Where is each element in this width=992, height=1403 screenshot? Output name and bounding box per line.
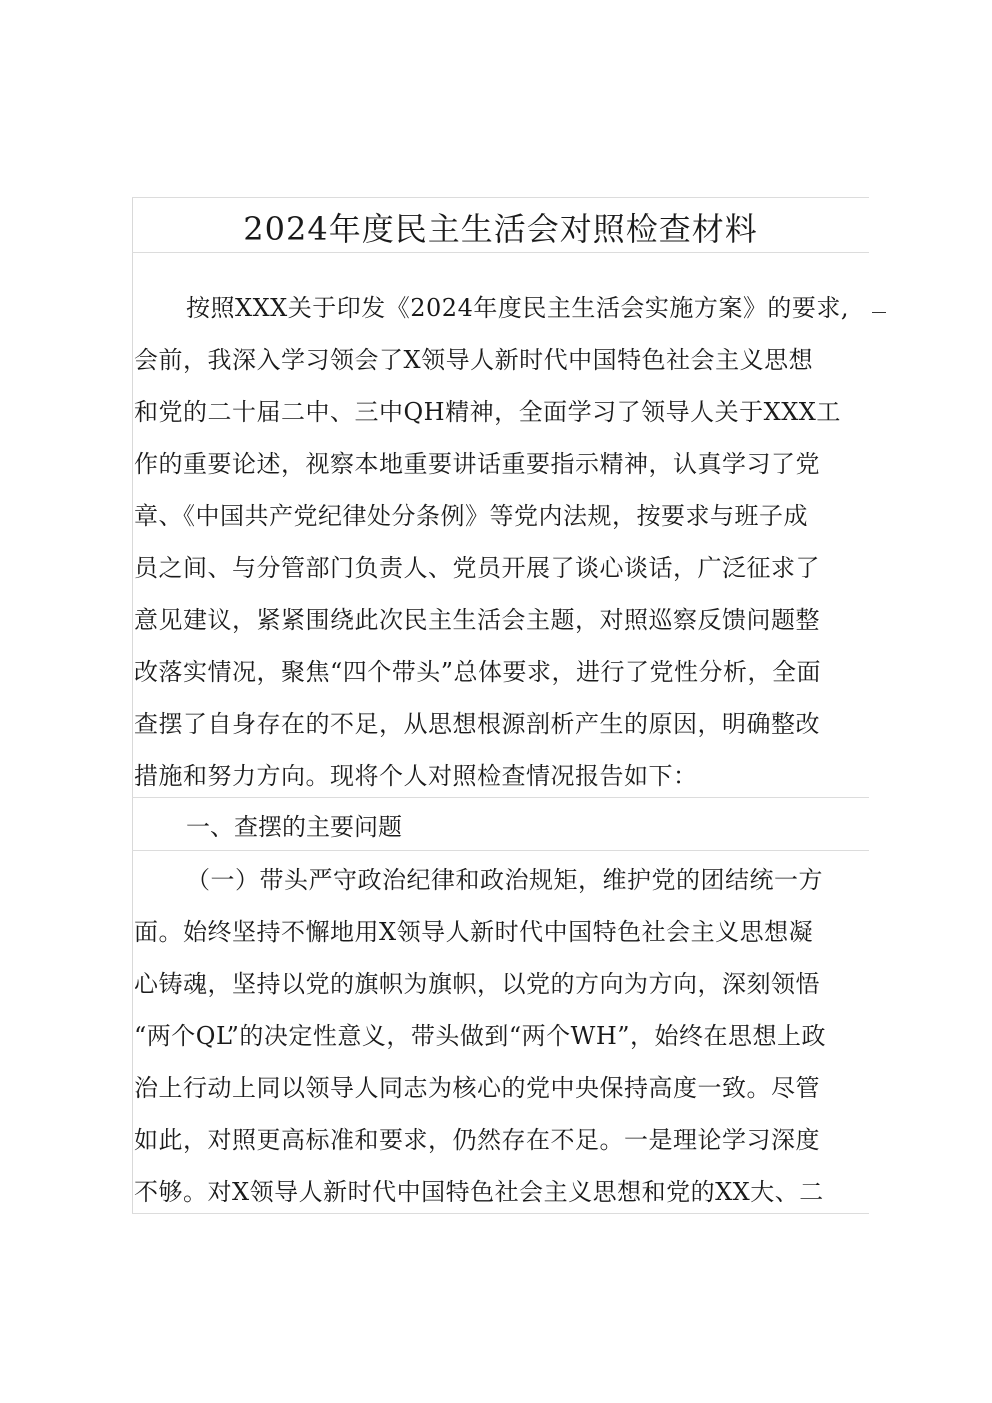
paragraph-line: 意见建议，紧紧围绕此次民主生活会主题，对照巡察反馈问题整 (134, 606, 820, 634)
paragraph-line: 查摆了自身存在的不足，从思想根源剖析产生的原因，明确整改 (134, 710, 820, 738)
paragraph-line: 会前，我深入学习领会了X领导人新时代中国特色社会主义思想 (134, 346, 814, 374)
paragraph-line: 如此，对照更高标准和要求，仍然存在不足。一是理论学习深度 (134, 1126, 820, 1154)
paragraph-line: 员之间、与分管部门负责人、党员开展了谈心谈话，广泛征求了 (134, 554, 820, 582)
paragraph-line: 改落实情况，聚焦“四个带头”总体要求，进行了党性分析，全面 (134, 658, 822, 686)
paragraph-line: 章、《中国共产党纪律处分条例》等党内法规，按要求与班子成 (134, 502, 808, 530)
underline-mark (872, 312, 886, 313)
heading-bottom-rule (132, 850, 869, 851)
paragraph-line: 心铸魂，坚持以党的旗帜为旗帜，以党的方向为方向，深刻领悟 (134, 970, 820, 998)
paragraph-line: 措施和努力方向。现将个人对照检查情况报告如下： (134, 762, 698, 790)
paragraph-line: 面。始终坚持不懈地用X领导人新时代中国特色社会主义思想凝 (134, 918, 814, 946)
paragraph-line: 治上行动上同以领导人同志为核心的党中央保持高度一致。尽管 (134, 1074, 820, 1102)
paragraph-line: 按照XXX关于印发《2024年度民主生活会实施方案》的要求, (186, 294, 849, 322)
paragraph-line: 和党的二十届二中、三中QH精神，全面学习了领导人关于XXX工 (134, 398, 841, 426)
paragraph-line: 不够。对X领导人新时代中国特色社会主义思想和党的XX大、二 (134, 1178, 824, 1206)
frame-bottom-rule (132, 1213, 869, 1214)
paragraph-bottom-rule (132, 797, 869, 798)
paragraph-line: 作的重要论述，视察本地重要讲话重要指示精神，认真学习了党 (134, 450, 820, 478)
paragraph-line: “两个QL”的决定性意义，带头做到“两个WH”，始终在思想上政 (134, 1022, 827, 1050)
document-title: 2024年度民主生活会对照检查材料 (243, 210, 758, 248)
section-heading: 一、查摆的主要问题 (186, 813, 402, 841)
frame-top-rule (132, 197, 869, 198)
paragraph-line: （一）带头严守政治纪律和政治规矩，维护党的团结统一方 (186, 866, 823, 894)
